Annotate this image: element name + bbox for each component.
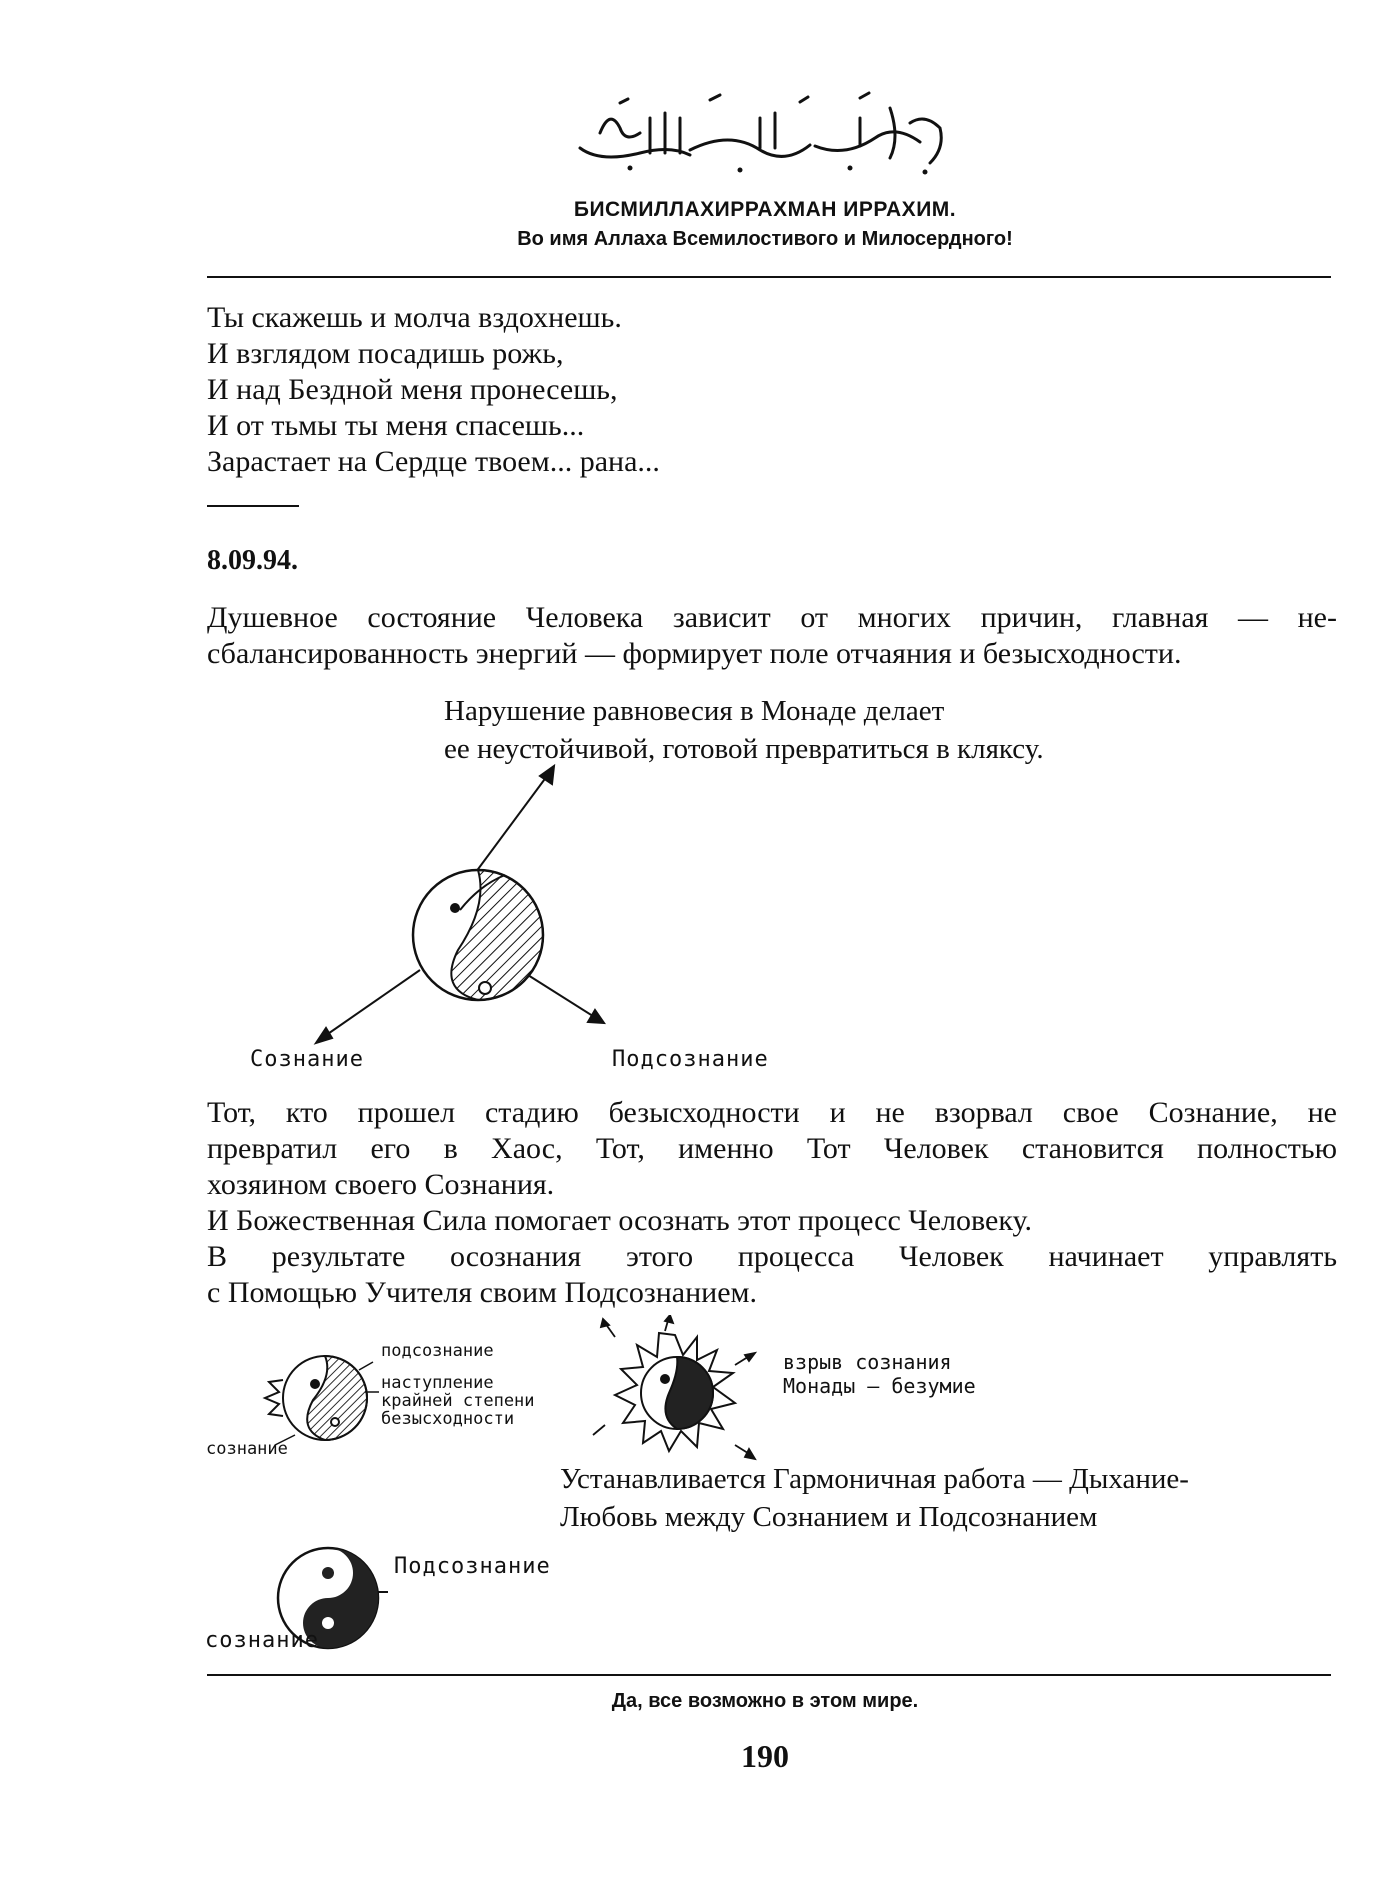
label-line: Монады — безумие	[783, 1374, 976, 1398]
paragraph-1	[207, 600, 1337, 672]
header-subtitle: Во имя Аллаха Всемилостивого и Милосердного!	[517, 228, 1013, 250]
section-divider	[207, 505, 299, 507]
caption-line: ее неустойчивой, готовой превратиться в кляксу.	[444, 733, 1044, 765]
poem	[207, 300, 660, 480]
caption-line: Нарушение равновесия в Монаде делает	[444, 695, 945, 727]
text-line: с Помощью Учителя своим Подсознанием.	[207, 1276, 757, 1309]
paragraph-2	[207, 1095, 1337, 1203]
poem-line: И взглядом посадишь рожь,	[207, 337, 564, 370]
arrow-right-icon	[520, 970, 604, 1023]
paragraph-3	[207, 1203, 1337, 1239]
figure2-label-onset	[381, 1374, 535, 1428]
arrow-left-icon	[316, 970, 420, 1043]
text-line: хозяином своего Сознания.	[207, 1168, 555, 1201]
spiky-monad-icon	[265, 1356, 367, 1440]
figure3-label-subconscious: Подсознание	[394, 1554, 551, 1579]
text-line: сбалансированность энергий — формирует поле отчаяния и безысходности.	[207, 637, 1182, 670]
text-line: Устанавливается Гармоничная работа — Дыхание-	[560, 1463, 1189, 1495]
footer-text: Да, все возможно в этом мире.	[611, 1690, 919, 1712]
yin-yang-monad-icon	[413, 870, 543, 1000]
label-line: безысходности	[381, 1409, 515, 1429]
figure1-caption	[444, 692, 1044, 768]
footer-divider	[207, 1674, 1331, 1676]
header-divider	[207, 276, 1331, 278]
text-line: Душевное состояние Человека зависит от многих причин, главная — не-	[207, 601, 1337, 634]
figure2-label-subconscious: подсознание	[381, 1341, 494, 1361]
text-line: И Божественная Сила помогает осознать этот процесс Человеку.	[207, 1204, 1032, 1237]
figure1-monad-diagram	[300, 760, 840, 1080]
page-number: 190	[741, 1738, 789, 1774]
paragraph-4	[207, 1239, 1337, 1311]
arrow-up-icon	[470, 766, 554, 880]
label-line: взрыв сознания	[783, 1350, 952, 1374]
figure1-label-subconscious: Подсознание	[612, 1047, 769, 1072]
figure3-label-consciousness: сознание	[205, 1628, 319, 1653]
figure2-label-consciousness: сознание	[206, 1439, 288, 1459]
poem-line: И над Бездной меня пронесешь,	[207, 373, 618, 406]
text-line: В результате осознания этого процесса Человек начинает управлять	[207, 1240, 1337, 1273]
text-line: превратил его в Хаос, Тот, именно Тот Человек становится полностью	[207, 1132, 1337, 1165]
text-line: Любовь между Сознанием и Подсознанием	[560, 1501, 1098, 1533]
poem-line: Ты скажешь и молча вздохнешь.	[207, 301, 622, 334]
label-line: крайней степени	[381, 1391, 535, 1411]
entry-date: 8.09.94.	[207, 545, 298, 576]
harmony-text	[560, 1460, 1189, 1536]
figure1-label-consciousness: Сознание	[250, 1047, 364, 1072]
text-line: Тот, кто прошел стадию безысходности и не взорвал свое Сознание, не	[207, 1096, 1337, 1129]
label-line: наступление	[381, 1373, 494, 1393]
poem-line: Зарастает на Сердце твоем... рана...	[207, 445, 660, 478]
bismillah-calligraphy	[560, 88, 960, 178]
exploding-monad-icon	[615, 1333, 735, 1451]
figure2-explosion-diagram	[585, 1315, 765, 1475]
figure2-label-explosion	[783, 1350, 976, 1398]
poem-line: И от тьмы ты меня спасешь...	[207, 409, 585, 442]
header-title: БИСМИЛЛАХИРРАХМАН ИРРАХИМ.	[573, 198, 957, 221]
